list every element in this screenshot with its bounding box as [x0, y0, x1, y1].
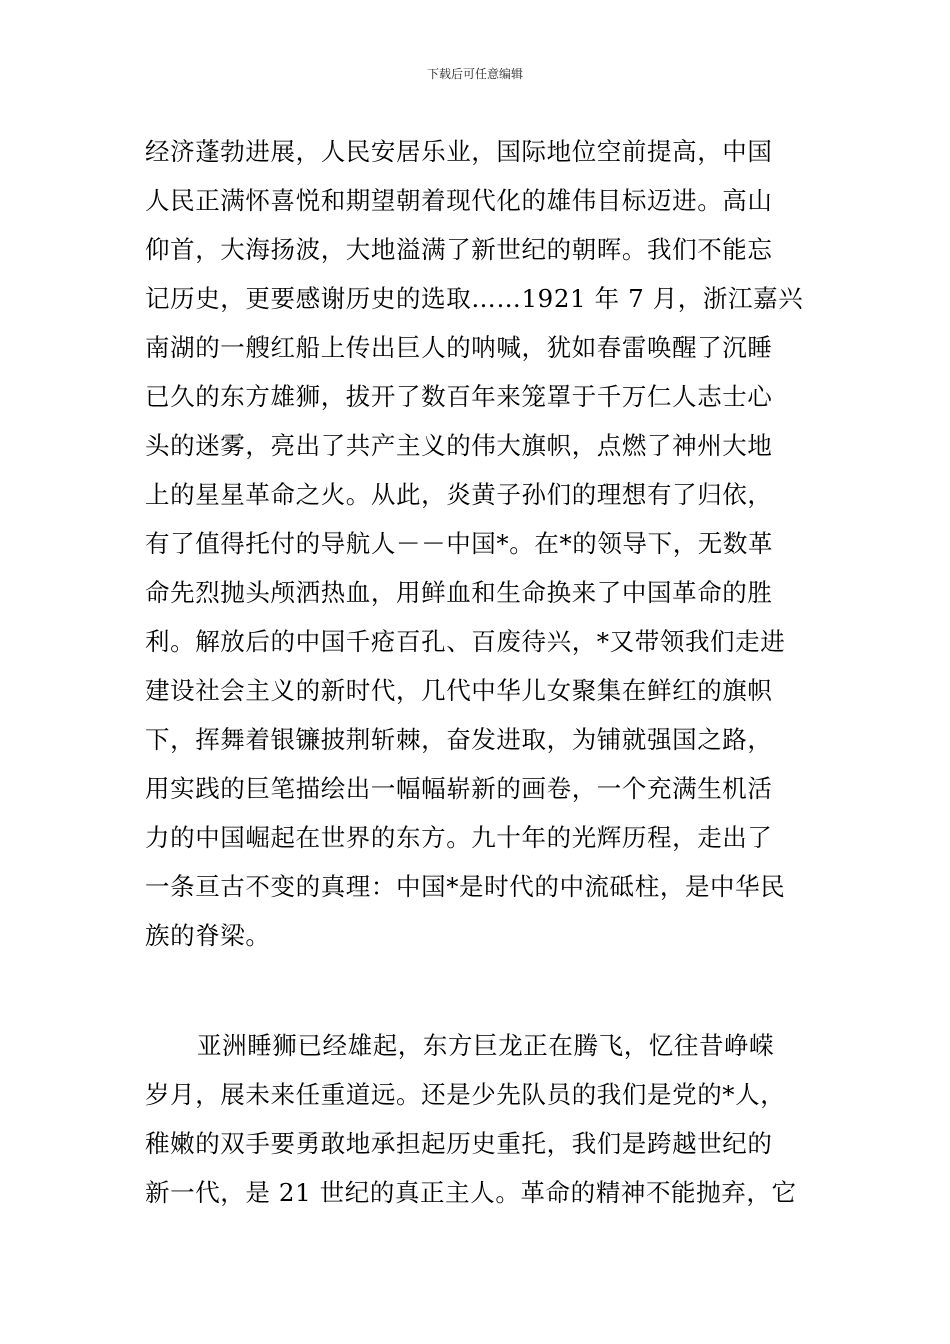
text-line: 一条亘古不变的真理：中国*是时代的中流砥柱，是中华民: [145, 872, 786, 901]
text-line: 头的迷雾，亮出了共产主义的伟大旗帜，点燃了神州大地: [145, 431, 773, 460]
text-line: 下，挥舞着银镰披荆斩棘，奋发进取，为铺就强国之路，: [145, 725, 773, 754]
text-line: 利。解放后的中国千疮百孔、百废待兴，*又带领我们走进: [145, 627, 786, 656]
text-line: 力的中国崛起在世界的东方。九十年的光辉历程，走出了: [145, 823, 773, 852]
text-line: 用实践的巨笔描绘出一幅幅崭新的画卷，一个充满生机活: [145, 774, 773, 803]
text-line: 南湖的一艘红船上传出巨人的呐喊，犹如春雷唤醒了沉睡: [145, 333, 773, 362]
text-line: 仰首，大海扬波，大地溢满了新世纪的朝晖。我们不能忘: [145, 235, 773, 264]
text-line-indented: 亚洲睡狮已经雄起，东方巨龙正在腾飞，忆往昔峥嵘: [197, 1031, 775, 1060]
text-line: 岁月，展未来任重道远。还是少先队员的我们是党的*人，: [145, 1080, 786, 1109]
text-line: 经济蓬勃进展，人民安居乐业，国际地位空前提高，中国: [145, 137, 773, 166]
paragraph-2: [145, 1021, 810, 1217]
text-line: 已久的东方雄狮，拔开了数百年来笼罩于千万仁人志士心: [145, 382, 773, 411]
text-line: 族的脊梁。: [145, 921, 271, 950]
text-line: 建设社会主义的新时代，几代中华儿女聚集在鲜红的旗帜: [145, 676, 773, 705]
text-line: 有了值得托付的导航人－－中国*。在*的领导下，无数革: [145, 529, 774, 558]
text-line: 稚嫩的双手要勇敢地承担起历史重托，我们是跨越世纪的: [145, 1129, 773, 1158]
text-line: 人民正满怀喜悦和期望朝着现代化的雄伟目标迈进。高山: [145, 186, 773, 215]
text-line: 命先烈抛头颅洒热血，用鲜血和生命换来了中国革命的胜: [145, 578, 773, 607]
page-header: 下载后可任意编辑: [426, 67, 523, 81]
paragraph-1: [145, 127, 810, 960]
text-line: 上的星星革命之火。从此，炎黄子孙们的理想有了归依，: [145, 480, 773, 509]
text-line: 记历史，更要感谢历史的选取……1921 年 7 月，浙江嘉兴: [145, 284, 804, 313]
text-line: 新一代，是 21 世纪的真正主人。革命的精神不能抛弃，它: [145, 1178, 797, 1207]
